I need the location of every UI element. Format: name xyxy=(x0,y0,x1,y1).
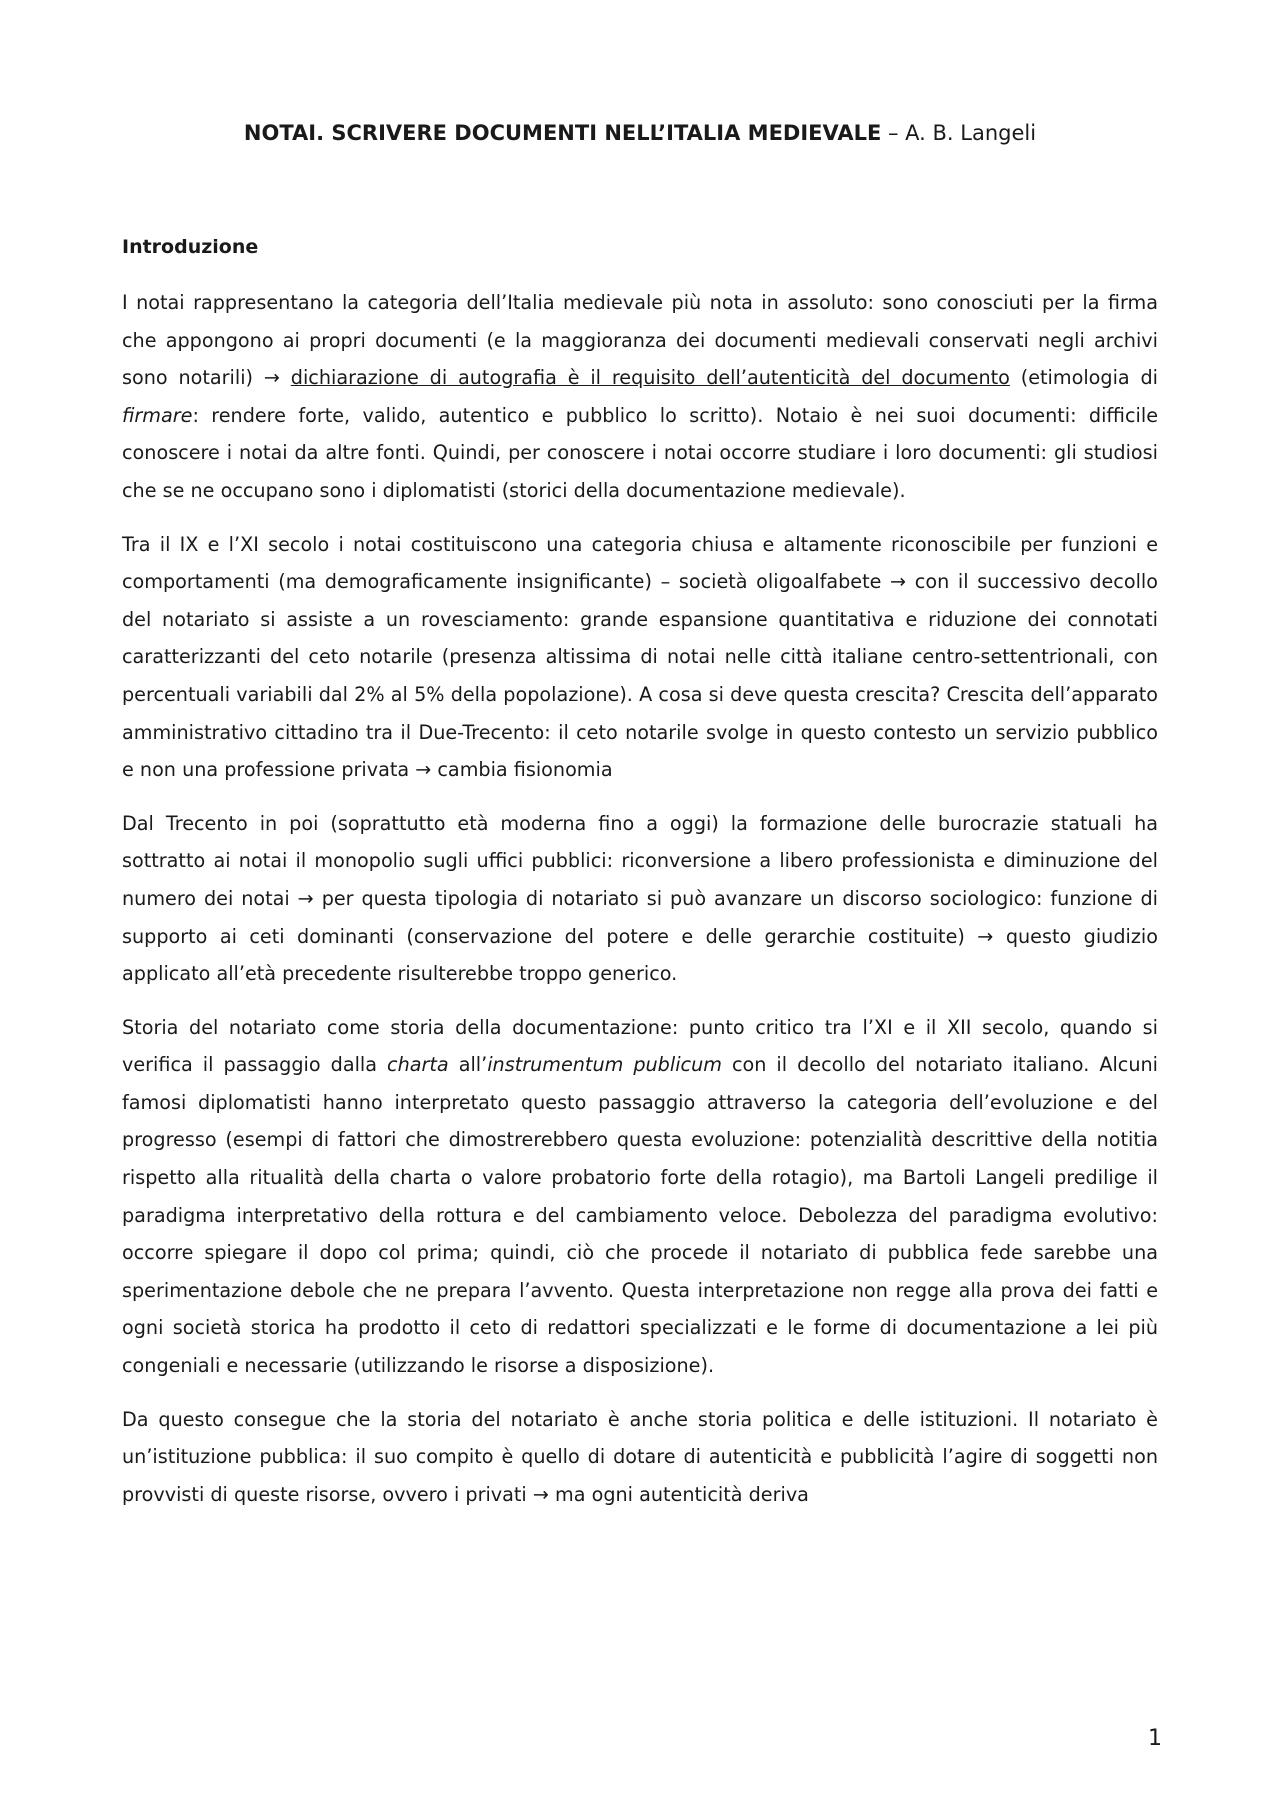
document-body xyxy=(122,232,1158,1529)
paragraph-1-text-e: : rendere forte, valido, autentico e pubblico lo scritto). Notaio è nei suoi documenti: difficile conoscere i notai da altre fonti. Quindi, per conoscere i notai occorre studiare i loro documenti: gli studiosi che se ne occupano sono i diplomatisti (storici della documentazione medievale). xyxy=(122,403,1158,502)
paragraph-5: Da questo consegue che la storia del notariato è anche storia politica e delle istituzioni. Il notariato è un’istituzione pubblica: il suo compito è quello di dotare di autenticità e pubblicità l’agire di soggetti non provvisti di queste risorse, ovvero i privati → ma ogni autenticità deriva xyxy=(122,1407,1158,1506)
paragraph-1 xyxy=(122,284,1158,510)
paragraph-1-italic-word: firmare xyxy=(122,403,193,427)
paragraph-4-italic-charta: charta xyxy=(387,1053,449,1077)
paragraph-2: Tra il IX e l’XI secolo i notai costituiscono una categoria chiusa e altamente riconoscibile per funzioni e comportamenti (ma demograficamente insignificante) – società oligoalfabete → con il successivo decollo del notariato si assiste a un rovesciamento: grande espansione quantitativa e riduzione dei connotati caratterizzanti del ceto notarile (presenza altissima di notai nelle città italiane centro-settentrionali, con percentuali variabili dal 2% al 5% della popolazione). A cosa si deve questa crescita? Crescita dell’apparato amministrativo cittadino tra il Due-Trecento: il ceto notarile svolge in questo contesto un servizio pubblico e non una professione privata → cambia fisionomia xyxy=(122,532,1158,782)
paragraph-4-text-e: con il decollo del notariato italiano. Alcuni famosi diplomatisti hanno interpretato questo passaggio attraverso la categoria dell’evoluzione e del progresso (esempi di fattori che dimostrerebbero questa evoluzione: potenzialità descrittive della notitia rispetto alla ritualità della charta o valore probatorio forte della rotagio), ma Bartoli Langeli predilige il paradigma interpretativo della rottura e del cambiamento veloce. Debolezza del paradigma evolutivo: occorre spiegare il dopo col prima; quindi, ciò che procede il notariato di pubblica fede sarebbe una sperimentazione debole che ne prepara l’avvento. Questa interpretazione non regge alla prova dei fatti e ogni società storica ha prodotto il ceto di redattori specializzati e le forme di documentazione a lei più congeniali e necessarie (utilizzando le risorse a disposizione). xyxy=(122,1053,1158,1378)
paragraph-4-italic-instrumentum: instrumentum publicum xyxy=(487,1053,722,1077)
section-heading: Introduzione xyxy=(122,236,259,258)
paragraph-1-underlined-text: dichiarazione di autografia è il requisito dell’autenticità del documento xyxy=(290,366,1010,390)
page-number: 1 xyxy=(1148,1726,1162,1751)
title-main: NOTAI. SCRIVERE DOCUMENTI NELL’ITALIA MEDIEVALE xyxy=(243,121,882,145)
document-title xyxy=(0,118,1280,148)
title-author: – A. B. Langeli xyxy=(881,121,1037,145)
paragraph-1-text-a: I notai rappresentano la categoria dell’Italia medievale più nota in assoluto: sono conosciuti per la firma che appongono ai propri documenti (e la maggioranza dei documenti medievali conservati negli archivi sono notarili) → xyxy=(122,291,1158,390)
paragraph-1-text-c: (etimologia di xyxy=(1009,366,1158,390)
paragraph-4-text-c: all’ xyxy=(448,1053,488,1077)
paragraph-4-text-a: Storia del notariato come storia della documentazione: punto critico tra l’XI e il XII secolo, quando si verifica il passaggio dalla xyxy=(122,1015,1158,1077)
paragraph-3: Dal Trecento in poi (soprattutto età moderna fino a oggi) la formazione delle burocrazie statuali ha sottratto ai notai il monopolio sugli uffici pubblici: riconversione a libero professionista e diminuzione del numero dei notai → per questa tipologia di notariato si può avanzare un discorso sociologico: funzione di supporto ai ceti dominanti (conservazione del potere e delle gerarchie costituite) → questo giudizio applicato all’età precedente risulterebbe troppo generico. xyxy=(122,811,1158,986)
paragraph-4 xyxy=(122,1009,1158,1385)
